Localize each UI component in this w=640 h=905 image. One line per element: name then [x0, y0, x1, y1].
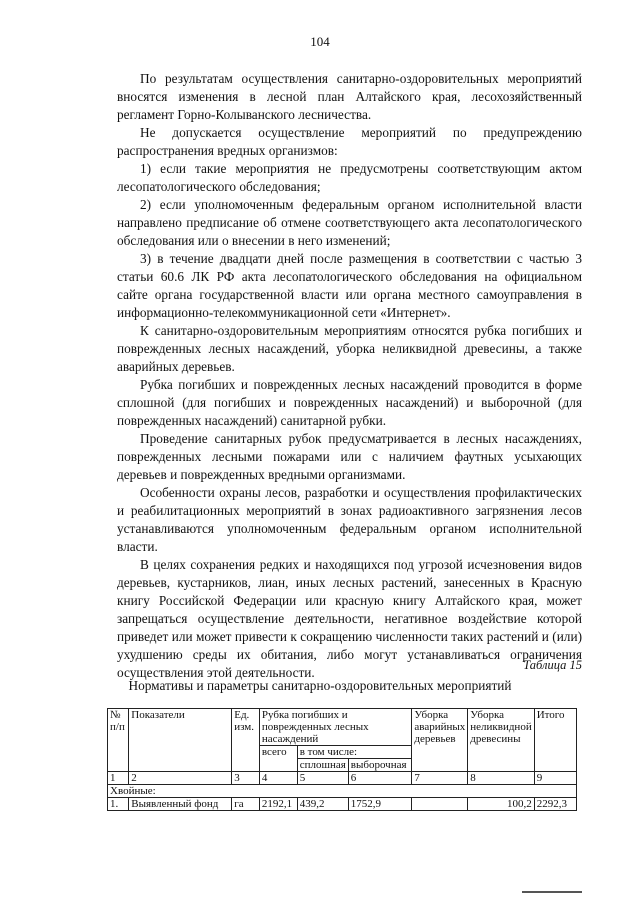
- table-header-row: [108, 709, 577, 746]
- body-text: [117, 70, 582, 682]
- header-including: в том числе:: [297, 746, 412, 759]
- header-cutting: Рубка погибших и поврежденных лесных насаждений: [259, 709, 412, 746]
- header-unit: Ед. изм.: [232, 709, 260, 772]
- col-number: 2: [129, 772, 232, 785]
- col-number: 4: [259, 772, 297, 785]
- col-number: 8: [468, 772, 534, 785]
- col-number: 1: [108, 772, 129, 785]
- row-sum: 2292,3: [534, 798, 576, 811]
- table-title: Нормативы и параметры санитарно-оздоровительных мероприятий: [128, 678, 512, 693]
- header-sum: Итого: [534, 709, 576, 772]
- header-selective: выборочная: [348, 759, 412, 772]
- header-total: всего: [259, 746, 297, 772]
- row-total: 2192,1: [259, 798, 297, 811]
- col-number: 7: [412, 772, 468, 785]
- col-number: 3: [232, 772, 260, 785]
- scan-mark: [522, 891, 582, 893]
- row-emergency: [412, 798, 468, 811]
- column-number-row: [108, 772, 577, 785]
- col-number: 6: [348, 772, 412, 785]
- page-number: 104: [310, 34, 330, 49]
- paragraph: Не допускается осуществление мероприятий по предупреждению распространения вредных организмов:: [117, 125, 582, 158]
- table-row: [108, 798, 577, 811]
- paragraph: Рубка погибших и поврежденных лесных насаждений проводится в форме сплошной (для погибших и поврежденных насаждений) и выборочной (для поврежденных насаждений) санитарной рубки.: [117, 377, 582, 428]
- header-clear: сплошная: [297, 759, 348, 772]
- paragraph: 1) если такие мероприятия не предусмотрены соответствующим актом лесопатологического обследования;: [117, 161, 582, 194]
- norms-table: [107, 708, 577, 811]
- section-row: [108, 785, 577, 798]
- header-num: № п/п: [108, 709, 129, 772]
- row-num: 1.: [108, 798, 129, 811]
- header-emergency: Уборка аварийных деревьев: [412, 709, 468, 772]
- table-label: Таблица 15: [523, 658, 582, 672]
- paragraph: 2) если уполномоченным федеральным органом исполнительной власти направлено предписание об отмене соответствующего акта лесопатологического обследования или о внесении в него изменений;: [117, 197, 582, 248]
- header-illiquid: Уборка неликвидной древесины: [468, 709, 534, 772]
- row-indicator: Выявленный фонд: [129, 798, 232, 811]
- paragraph: По результатам осуществления санитарно-оздоровительных мероприятий вносятся изменения в лесной план Алтайского края, лесохозяйственный регламент Горно-Колыванского лесничества.: [117, 71, 582, 122]
- row-unit: га: [232, 798, 260, 811]
- row-selective: 1752,9: [348, 798, 412, 811]
- header-indicator: Показатели: [129, 709, 232, 772]
- paragraph: Особенности охраны лесов, разработки и осуществления профилактических и реабилитационных мероприятий в зонах радиоактивного загрязнения лесов устанавливаются уполномоченным федеральным органом исполнительной власти.: [117, 485, 582, 554]
- paragraph: В целях сохранения редких и находящихся под угрозой исчезновения видов деревьев, кустарников, лиан, иных лесных растений, занесенных в Красную книгу Российской Федерации или красную книгу Алтайского края, может запрещаться осуществление деятельности, негативное воздействие которой приведет или может привести к сокращению численности таких растений и (или) ухудшению среды их обитания, либо могут устанавливаться ограничения осуществления этой деятельности.: [117, 557, 582, 680]
- paragraph: К санитарно-оздоровительным мероприятиям относятся рубка погибших и поврежденных лесных насаждений, уборка неликвидной древесины, а также аварийных деревьев.: [117, 323, 582, 374]
- paragraph: 3) в течение двадцати дней после размещения в соответствии с частью 3 статьи 60.6 ЛК РФ акта лесопатологического обследования на официальном сайте органа государственной власти или органа местного самоуправления в информационно-телекоммуникационной сети «Интернет».: [117, 251, 582, 320]
- row-illiquid: 100,2: [468, 798, 534, 811]
- section-label: Хвойные:: [108, 785, 577, 798]
- row-clear: 439,2: [297, 798, 348, 811]
- col-number: 5: [297, 772, 348, 785]
- col-number: 9: [534, 772, 576, 785]
- paragraph: Проведение санитарных рубок предусматривается в лесных насаждениях, поврежденных лесными пожарами или с наличием фаутных усыхающих деревьев и поврежденных вредными организмами.: [117, 431, 582, 482]
